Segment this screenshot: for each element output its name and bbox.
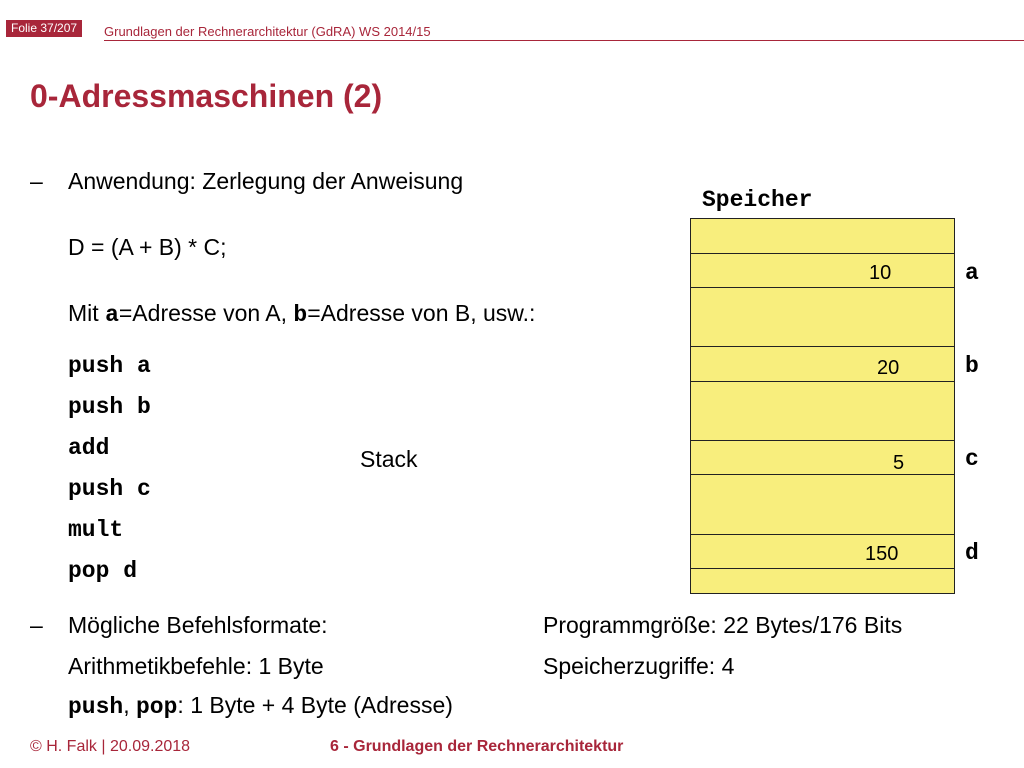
pop-code: pop — [136, 694, 178, 720]
memory-cell-a — [690, 253, 955, 288]
push-code: push — [68, 694, 124, 720]
code-line: pop d — [68, 558, 138, 584]
bullet-dash: – — [30, 168, 43, 194]
memory-accesses: Speicherzugriffe: 4 — [543, 653, 735, 679]
instruction-formats: Mögliche Befehlsformate: — [68, 612, 328, 638]
code-line: push c — [68, 476, 151, 502]
header-divider — [104, 40, 1024, 41]
page-title: 0-Adressmaschinen (2) — [30, 78, 383, 114]
address-explanation-prefix: Mit — [68, 300, 106, 326]
stack-label: Stack — [360, 446, 418, 472]
memory-cell — [690, 287, 955, 347]
code-line: mult — [68, 517, 124, 543]
pushpop-format — [68, 692, 453, 720]
program-size: Programmgröße: 22 Bytes/176 Bits — [543, 612, 903, 638]
footer-author-date: © H. Falk | 20.09.2018 — [30, 738, 191, 755]
memory-cell-d — [690, 534, 955, 569]
memory-value-a: 10 — [869, 262, 892, 284]
address-explanation — [68, 300, 535, 328]
bullet-dash: – — [30, 612, 43, 638]
address-a-code: a — [105, 302, 119, 328]
pushpop-rest: : 1 Byte + 4 Byte (Adresse) — [177, 692, 453, 718]
bullet-application: Anwendung: Zerlegung der Anweisung — [68, 168, 464, 194]
address-b-code: b — [293, 302, 308, 328]
code-line: push b — [68, 394, 151, 420]
memory-cell — [690, 474, 955, 535]
memory-cell — [690, 381, 955, 441]
address-label-b: b — [965, 353, 979, 379]
address-label-d: d — [965, 540, 979, 566]
address-explanation-suffix: =Adresse von B, usw.: — [307, 300, 536, 326]
memory-cell-b — [690, 346, 955, 382]
arith-format: Arithmetikbefehle: 1 Byte — [68, 653, 324, 679]
statement-text: D = (A + B) * C; — [68, 234, 227, 260]
memory-cell — [690, 568, 955, 594]
memory-value-d: 150 — [865, 543, 899, 565]
address-label-a: a — [965, 260, 979, 286]
memory-value-b: 20 — [877, 357, 900, 379]
code-line: add — [68, 435, 110, 461]
code-line: push a — [68, 353, 151, 379]
memory-label: Speicher — [702, 187, 813, 213]
slide-number-badge: Folie 37/207 — [6, 20, 82, 37]
memory-cell-c — [690, 440, 955, 475]
address-label-c: c — [965, 446, 979, 472]
memory-value-c: 5 — [893, 452, 905, 474]
memory-cell — [690, 218, 955, 254]
footer-chapter: 6 - Grundlagen der Rechnerarchitektur — [330, 738, 624, 755]
address-explanation-mid: =Adresse von A, — [118, 300, 294, 326]
course-title: Grundlagen der Rechnerarchitektur (GdRA) WS 2014/15 — [104, 24, 431, 39]
pushpop-separator: , — [123, 692, 136, 718]
